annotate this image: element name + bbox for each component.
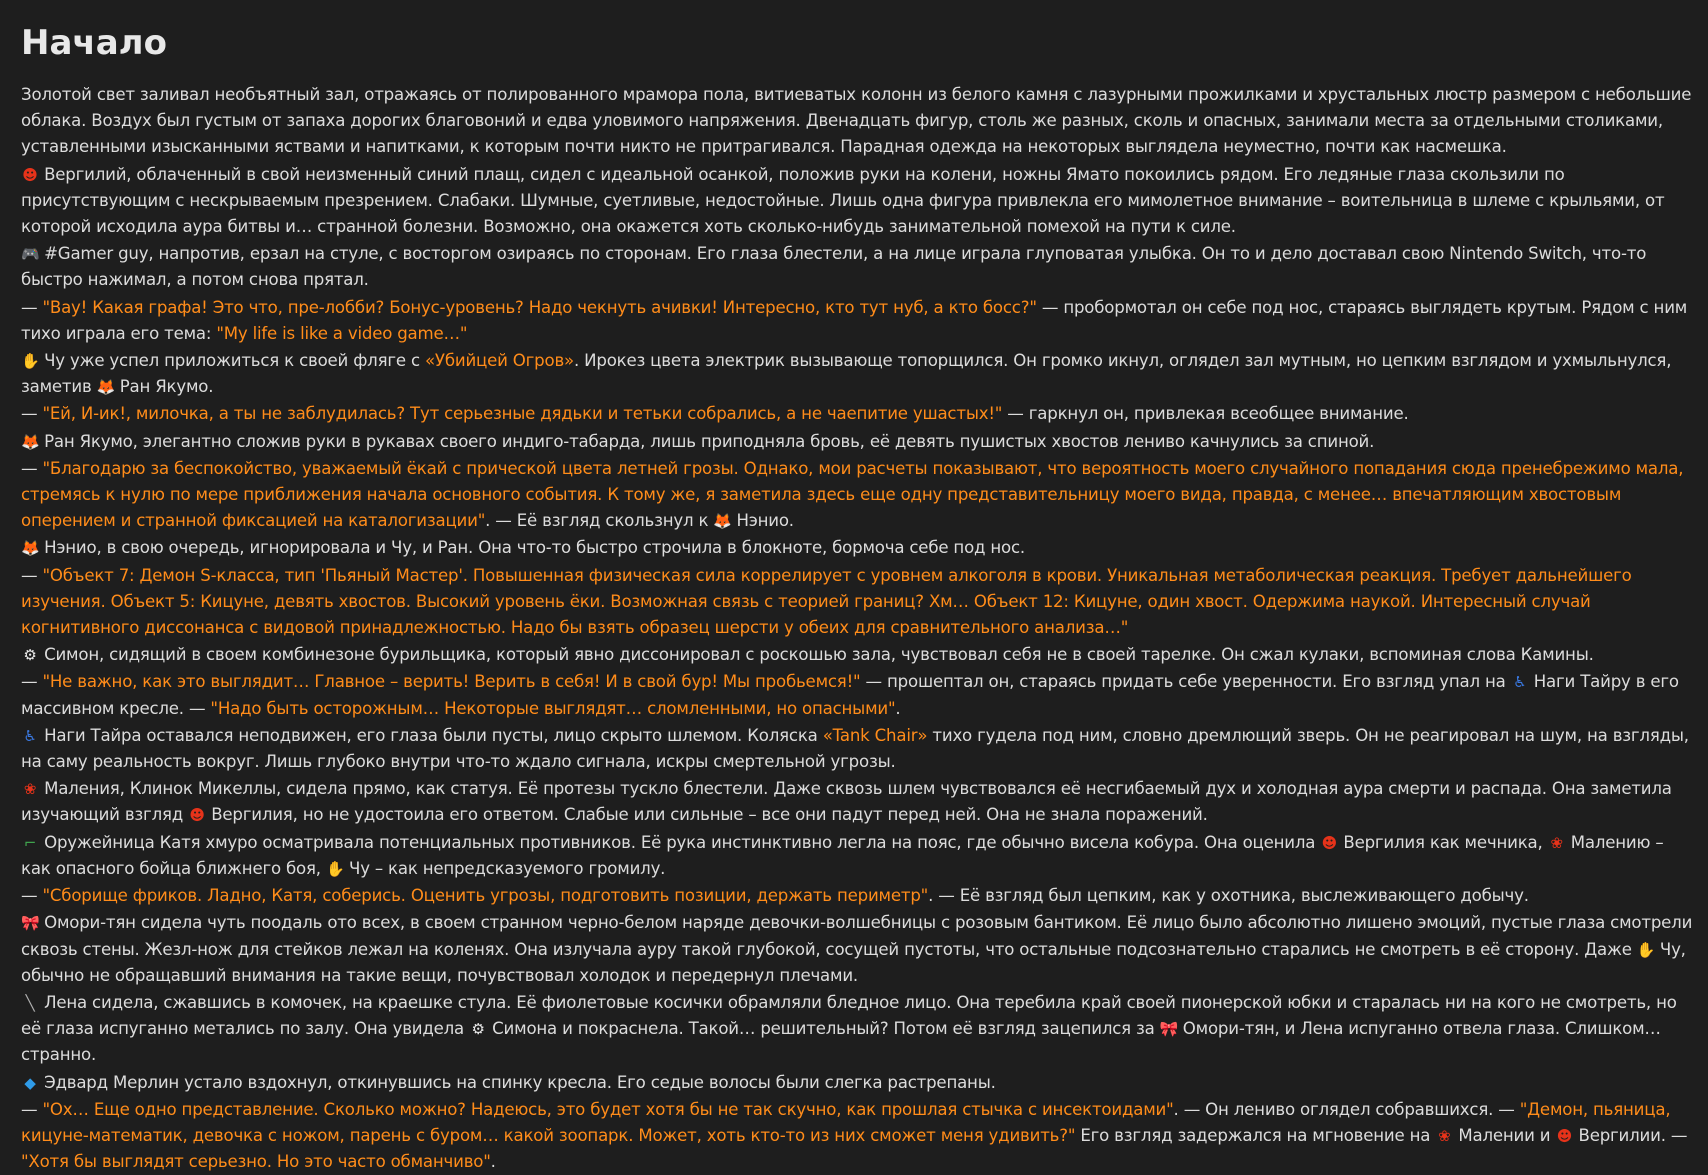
dialogue-quote: "Демон, пьяница, кицуне-математик, девочка с ножом, парень с буром… какой зоопарк. Может, хоть кто-то из них сможет меня удивить?"	[21, 1099, 1671, 1145]
dialogue-quote: "Благодарю за беспокойство, уважаемый ёкай с прической цвета летней грозы. Однако, мои расчеты показывают, что вероятность моего случайного попадания сюда пренебрежимо мала, стремясь к нулю по мере приближения начала основного события. К тому же, я заметила здесь еще одну представительницу моего вида, правда, с менее… впечатляющим хвостовым оперением и странной фиксацией на каталогизации"	[21, 458, 1684, 531]
story-paragraph	[21, 82, 1694, 161]
needle-icon: ╲	[25, 993, 35, 1012]
dialogue-quote: "Хотя бы выглядят серьезно. Но это часто обманчиво"	[21, 1152, 491, 1172]
narration-text: Нэнио.	[736, 511, 794, 531]
fox-icon: 🦊	[21, 539, 40, 558]
fox-icon: 🦊	[713, 512, 732, 531]
story-paragraph	[21, 1070, 1694, 1096]
narration-text: Малении и	[1458, 1125, 1556, 1145]
narration-text: Золотой свет заливал необъятный зал, отражаясь от полированного мрамора пола, витиеватых колонн из белого камня с лазурными прожилками и хрустальных люстр размером с небольшие облака. Воздух был густым от запаха дорогих благовоний и едва уловимого напряжения. Двенадцать фигур, столь же разных, сколь и опасных, занимали места за отдельными столиками, уставленными изысканными яствами и напитками, к которым почти никто не притрагивался. Парадная одежда на некоторых выглядела неуместно, почти как насмешка.	[21, 85, 1692, 157]
page-title: Начало	[21, 23, 167, 63]
rose-icon: ❀	[1438, 1126, 1451, 1145]
narration-text: #Gamer guy, напротив, ерзал на стуле, с восторгом озираясь по сторонам. Его глаза блестели, а на лице играла глуповатая улыбка. Он то и дело доставал свою Nintendo Switch, что-то быстро нажимал, а потом снова прятал.	[21, 244, 1647, 290]
narration-text: Нэнио, в свою очередь, игнорировала и Чу, и Ран. Она что-то быстро строчила в блокноте, бормоча себе под нос.	[44, 538, 1025, 558]
narration-text: Чу, обычно не обращавший внимания на такие вещи, почувствовал холодок и передернул плечами.	[21, 939, 1686, 985]
dialogue-quote: "Не важно, как это выглядит… Главное – верить! Верить в себя! И в свой бур! Мы пробьемся!"	[42, 672, 861, 692]
demon-face-icon: ☻	[1321, 833, 1338, 852]
fox-icon: 🦊	[21, 432, 40, 451]
dialogue-quote: "Вау! Какая графа! Это что, пре-лобби? Бонус-уровень? Надо чекнуть ачивки! Интересно, кто тут нуб, а кто босс?"	[42, 297, 1037, 317]
gun-icon: ⌐	[23, 833, 37, 852]
wheelchair-icon: ♿	[1513, 673, 1527, 692]
story-paragraph	[21, 830, 1694, 882]
story-paragraph	[21, 348, 1694, 400]
narration-text: Его взгляд задержался на мгновение на	[1075, 1125, 1436, 1145]
narration-text: —	[21, 404, 43, 424]
narration-text: Омори-тян сидела чуть поодаль ото всех, в своем странном черно-белом наряде девочки-волшебницы с розовым бантиком. Её лицо было абсолютно лишено эмоций, пустые глаза смотрели сквозь стены. Жезл-нож для стейков лежал на коленях. Она излучала ауру такой глубокой, сосущей пустоты, что остальные подсознательно старались не смотреть в её сторону. Даже	[21, 913, 1693, 959]
dialogue-quote: «Убийцей Огров»	[424, 351, 574, 371]
narration-text: Симон, сидящий в своем комбинезоне бурильщика, который явно диссонировал с роскошью зала, чувствовал себя не в своей тарелке. Он сжал кулаки, вспоминая слова Камины.	[44, 645, 1594, 665]
narration-text: —	[21, 672, 43, 692]
story-body	[21, 82, 1694, 1175]
narration-text: Вергилий, облаченный в свой неизменный синий плащ, сидел с идеальной осанкой, положив руки на колени, ножны Ямато покоились рядом. Его ледяные глаза скользили по присутствующим с нескрываемым презрением. Слабаки. Шумные, суетливые, недостойные. Лишь одна фигура привлекла его мимолетное внимание – воительница в шлеме с крыльями, от которой исходила аура битвы и… странной болезни. Возможно, она окажется хоть сколько-нибудь занимательной помехой на пути к силе.	[21, 164, 1665, 237]
gamepad-icon: 🎮	[21, 245, 40, 264]
narration-text: Эдвард Мерлин устало вздохнул, откинувшись на спинку кресла. Его седые волосы были слегка растрепаны.	[44, 1072, 996, 1092]
gear-icon: ⚙	[471, 1020, 485, 1039]
dialogue-quote: "My life is like a video game…"	[216, 323, 468, 343]
narration-text: Оружейница Катя хмуро осматривала потенциальных противников. Её рука инстинктивно легла на пояс, где обычно висела кобура. Она оценила	[44, 832, 1321, 852]
story-paragraph	[21, 990, 1694, 1069]
narration-text: —	[21, 886, 43, 906]
dialogue-quote: "Ох… Еще одно представление. Сколько можно? Надеюсь, это будет хотя бы не так скучно, как прошлая стычка с инсектоидами"	[42, 1099, 1174, 1119]
story-paragraph	[21, 910, 1694, 989]
narration-text: Лена сидела, сжавшись в комочек, на краешке стула. Её фиолетовые косички обрамляли бледное лицо. Она теребила край своей пионерской юбки и старалась ни на кого не смотреть, но её глаза испуганно метались по залу. Она увидела	[21, 992, 1677, 1039]
narration-text: Вергилия, но не удостоила его ответом. Слабые или сильные – все они падут перед ней. Она не знала поражений.	[211, 805, 1208, 825]
narration-text: — прошептал он, стараясь придать себе уверенности. Его взгляд упал на	[860, 672, 1511, 692]
narration-text: Чу уже успел приложиться к своей фляге с	[44, 351, 425, 371]
narration-text: Ран Якумо.	[119, 377, 214, 397]
dialogue-quote: «Tank Chair»	[822, 725, 928, 745]
drunk-hand-icon: ✋	[1636, 940, 1656, 959]
narration-text: . — Её взгляд скользнул к	[485, 511, 714, 531]
story-paragraph	[21, 429, 1694, 455]
narration-text: . — Он лениво оглядел собравшихся. —	[1173, 1099, 1520, 1119]
story-paragraph	[21, 241, 1694, 293]
story-paragraph	[21, 563, 1694, 642]
story-paragraph	[21, 295, 1694, 347]
story-paragraph	[21, 723, 1694, 775]
ribbon-icon: 🎀	[1159, 1020, 1179, 1039]
narration-text: Маления, Клинок Микеллы, сидела прямо, как статуя. Её протезы тускло блестели. Даже сквозь шлем чувствовался её несгибаемый дух и холодная аура смерти и распада. Она заметила изучающий взгляд	[21, 779, 1672, 825]
fox-icon: 🦊	[96, 378, 116, 397]
narration-text: Наги Тайра оставался неподвижен, его глаза были пусты, лицо скрыто шлемом. Коляска	[44, 725, 823, 745]
story-paragraph	[21, 535, 1694, 561]
story-paragraph	[21, 456, 1694, 535]
story-paragraph	[21, 883, 1694, 909]
wheelchair-icon: ♿	[23, 726, 37, 745]
drunk-hand-icon: ✋	[325, 859, 345, 878]
narration-text: . — Её взгляд был цепким, как у охотника, выслеживающего добычу.	[928, 886, 1529, 906]
rose-icon: ❀	[23, 780, 37, 799]
story-paragraph	[21, 1097, 1694, 1175]
narration-text: . Ирокез цвета электрик вызывающе топорщился. Он громко икнул, оглядел зал мутным, но цепким взглядом и ухмыльнулся, заметив	[21, 351, 1672, 397]
narration-text: Омори-тян, и Лена испуганно отвела глаза. Слишком… странно.	[21, 1019, 1661, 1065]
narration-text: Малению – как опасного бойца ближнего боя,	[21, 832, 1664, 878]
dialogue-quote: "Объект 7: Демон S-класса, тип 'Пьяный Мастер'. Повышенная физическая сила коррелирует с уровнем алкоголя в крови. Уникальная метаболическая реакция. Требует дальнейшего изучения. Объект 5: Кицуне, девять хвостов. Высокий уровень ёки. Возможная связь с теорией границ? Хм… Объект 12: Кицуне, один хвост. Одержима наукой. Интересный случай когнитивного диссонанса с видовой принадлежностью. Надо бы взять образец шерсти у обеих для сравнительного анализа…"	[21, 565, 1632, 638]
story-paragraph	[21, 642, 1694, 668]
narration-text: Вергилия как мечника,	[1343, 832, 1548, 852]
rose-icon: ❀	[1550, 833, 1563, 852]
narration-text: Вергилии. —	[1578, 1125, 1688, 1145]
gear-icon: ⚙	[23, 646, 37, 665]
narration-text: —	[21, 1099, 43, 1119]
demon-face-icon: ☻	[22, 165, 38, 184]
ribbon-icon: 🎀	[21, 914, 40, 933]
narration-text: —	[21, 297, 43, 317]
narration-text: Ран Якумо, элегантно сложив руки в рукавах своего индиго-табарда, лишь приподняла бровь, её девять пушистых хвостов лениво качнулись за спиной.	[44, 431, 1375, 451]
narration-text: —	[21, 565, 43, 585]
narration-text: тихо гудела под ним, словно дремлющий зверь. Он не реагировал на шум, на взгляды, на саму реальность вокруг. Лишь глубоко внутри что-то ждало сигнала, искры смертельной угрозы.	[21, 725, 1689, 772]
narration-text: Чу – как непредсказуемого громилу.	[349, 858, 666, 878]
dialogue-quote: "Надо быть осторожным… Некоторые выглядят… сломленными, но опасными"	[210, 698, 896, 718]
diamond-icon: ◆	[24, 1073, 36, 1092]
narration-text: Наги Тайру в его массивном кресле. —	[21, 672, 1679, 718]
demon-face-icon: ☻	[189, 806, 205, 825]
story-paragraph	[21, 669, 1694, 721]
dialogue-quote: "Ей, И-ик!, милочка, а ты не заблудилась? Тут серьезные дядьки и тетьки собрались, а не чаепитие ушастых!"	[42, 404, 1003, 424]
narration-text: — гаркнул он, привлекая всеобщее внимание.	[1002, 404, 1409, 424]
narration-text: —	[21, 458, 43, 478]
narration-text: — пробормотал он себе под нос, стараясь выглядеть крутым. Рядом с ним тихо играла его тема:	[21, 297, 1688, 343]
story-paragraph	[21, 401, 1694, 427]
dialogue-quote: "Сборище фриков. Ладно, Катя, соберись. Оценить угрозы, подготовить позиции, держать периметр"	[42, 886, 929, 906]
narration-text: .	[490, 1152, 496, 1172]
drunk-hand-icon: ✋	[21, 352, 40, 371]
story-paragraph	[21, 776, 1694, 828]
demon-face-icon: ☻	[1556, 1126, 1573, 1145]
narration-text: Симона и покраснела. Такой… решительный? Потом её взгляд зацепился за	[492, 1019, 1160, 1039]
narration-text: .	[895, 698, 901, 718]
story-paragraph	[21, 162, 1694, 241]
